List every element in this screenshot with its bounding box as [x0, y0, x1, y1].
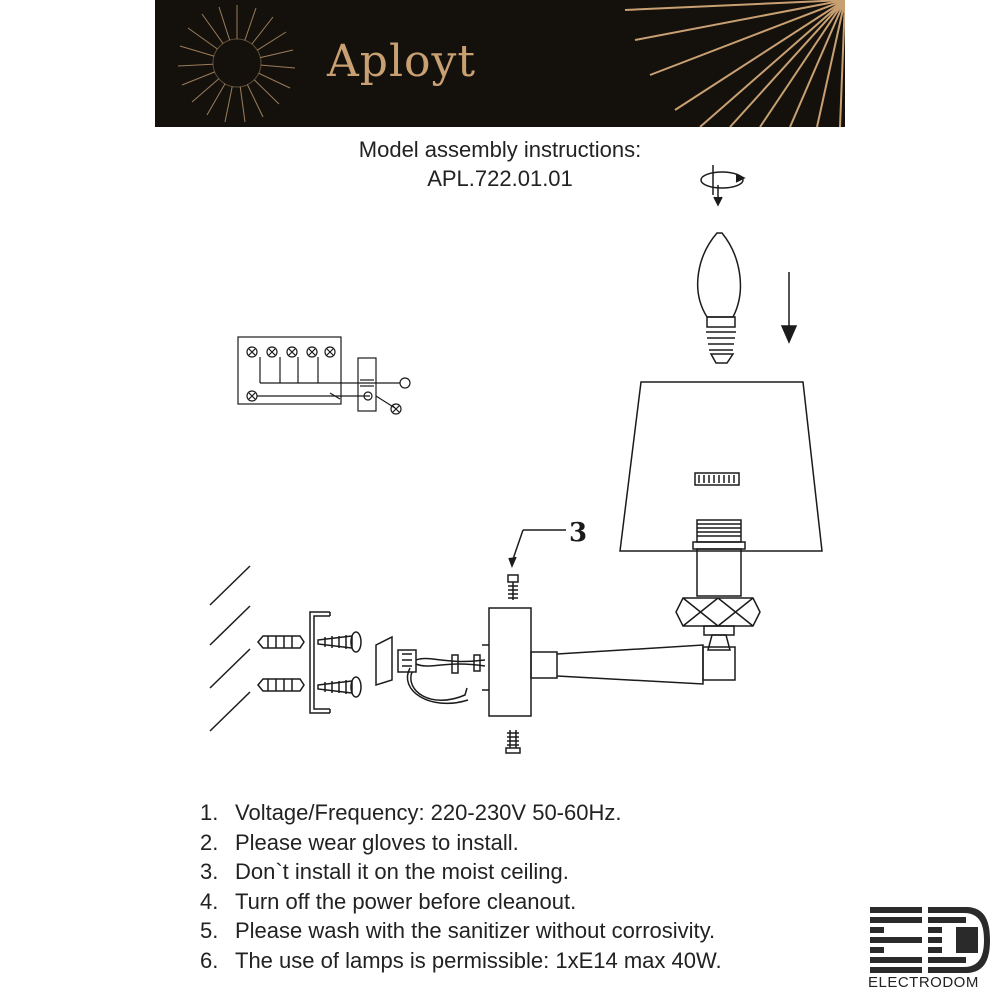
- note-item: [200, 857, 722, 887]
- note-item: [200, 828, 722, 858]
- mounting-bracket: [310, 612, 330, 713]
- lamp-socket: [676, 520, 760, 650]
- note-item: [200, 798, 722, 828]
- note-text: The use of lamps is permissible: 1xE14 max 40W.: [235, 947, 722, 973]
- callout-leader: [512, 530, 523, 562]
- down-arrow-icon: [782, 272, 796, 342]
- wall-hatching: [210, 566, 250, 731]
- note-text: Turn off the power before cleanout.: [235, 888, 577, 914]
- note-number: 4.: [200, 888, 219, 914]
- lamp-shade: [620, 382, 822, 551]
- terminal-block: [376, 637, 485, 703]
- note-item: [200, 916, 722, 946]
- note-number: 3.: [200, 859, 219, 884]
- note-text: Don`t install it on the moist ceiling.: [235, 859, 569, 884]
- note-text: Voltage/Frequency: 220-230V 50-60Hz.: [235, 800, 622, 825]
- note-number: 5.: [200, 918, 219, 943]
- bulb-icon: [698, 233, 741, 363]
- watermark-text: ELECTRODOM: [868, 974, 979, 991]
- screw-icon: [318, 632, 361, 697]
- model-number: APL.722.01.01: [427, 166, 573, 191]
- note-text: Please wear gloves to install.: [235, 829, 519, 855]
- wiring-diagram: [238, 337, 410, 414]
- screw-icon: [506, 575, 520, 753]
- wall-anchor-icon: [258, 636, 304, 691]
- callout-number: 3: [569, 518, 588, 548]
- note-item: [200, 946, 722, 976]
- note-item: [200, 887, 722, 917]
- note-number: 2.: [200, 829, 219, 855]
- notes-list: [200, 798, 722, 975]
- instructions-title: Model assembly instructions:: [358, 137, 642, 162]
- note-text: Please wash with the sanitizer without corrosivity.: [235, 918, 716, 943]
- rotate-icon: [701, 165, 744, 205]
- brand-logo-text: Aployt: [327, 36, 477, 87]
- wall-mount-plate: [482, 608, 531, 716]
- note-number: 6.: [200, 947, 219, 973]
- lamp-arm: [531, 645, 735, 684]
- note-number: 1.: [200, 800, 219, 825]
